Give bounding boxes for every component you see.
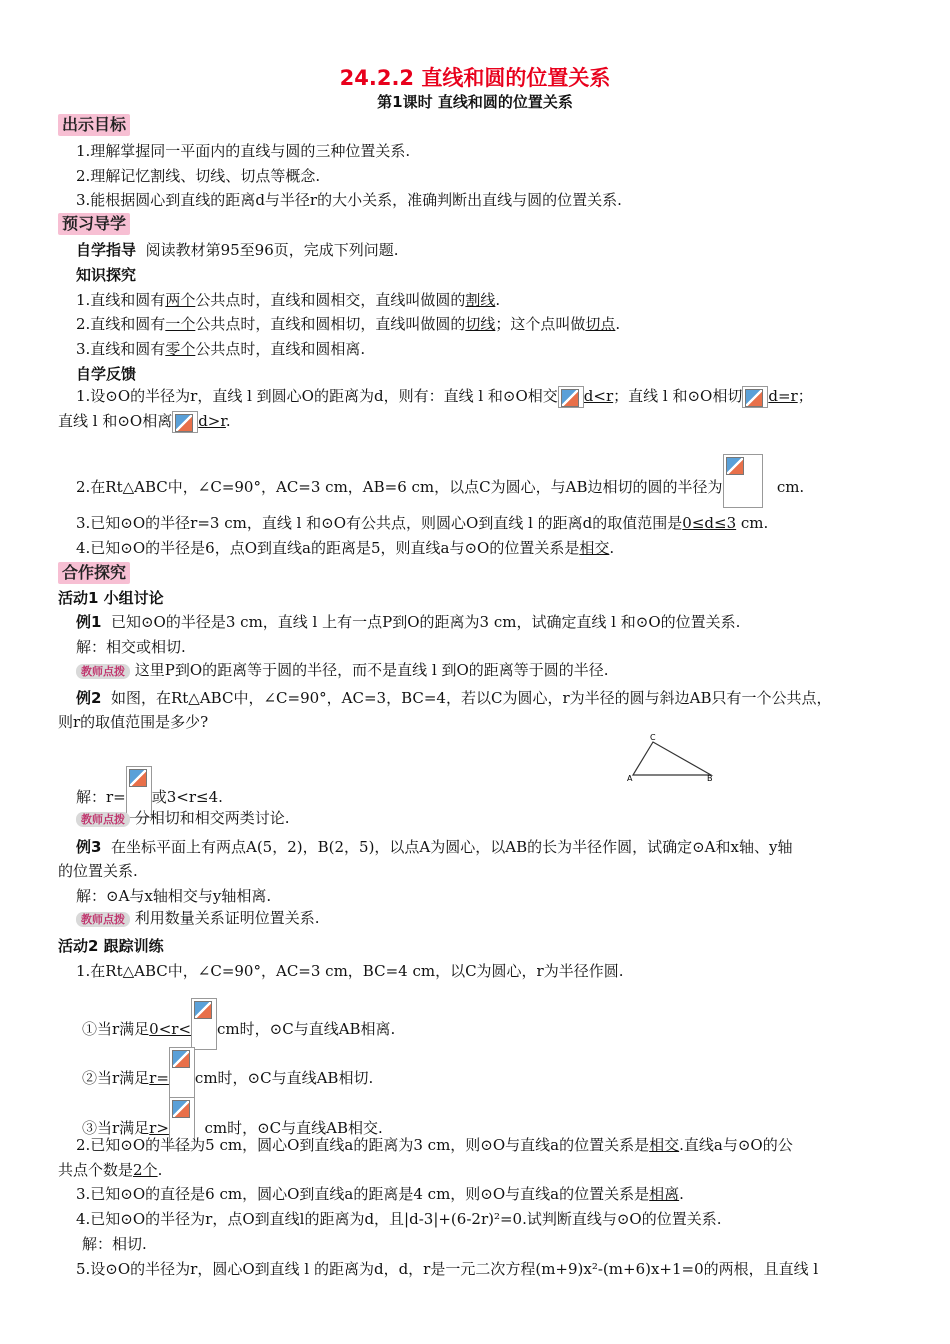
training-4-solution: 解：相切. [82,1235,147,1253]
page-title: 24.2.2 直线和圆的位置关系 [339,66,611,90]
activity-2: 活动2 跟踪训练 [58,937,164,955]
example-2: 例2 如图，在Rt△ABC中，∠C=90°，AC=3，BC=4，若以C为圆心，r为半径的圆与斜边AB只有一个公共点， [76,689,832,707]
training-5: 5.设⊙O的半径为r，圆心O到直线 l 的距离为d，d，r是一元二次方程(m+9)x²-(m+6)x+1=0的两根，且直线 l [76,1260,819,1278]
vertex-a-label: A [627,774,633,782]
training-2b: 共点个数是2个. [58,1161,163,1179]
example-3-solution: 解：⊙A与x轴相交与y轴相离. [76,887,272,905]
activity-1: 活动1 小组讨论 [58,589,164,607]
teacher-tip-badge: 教师点拨 [76,812,130,827]
guide-label: 自学指导 [76,241,137,259]
example-1: 例1 已知⊙O的半径是3 cm，直线 l 上有一点P到O的距离为3 cm，试确定直线 l 和⊙O的位置关系. [76,613,741,631]
vertex-c-label: C [650,733,656,742]
feedback-1b: 直线 l 和⊙O相离 d>r. [58,411,231,433]
goal-3: 3.能根据圆心到直线的距离d与半径r的大小关系，准确判断出直线与圆的位置关系. [76,191,622,209]
vertex-b-label: B [707,774,713,782]
page-subtitle: 第1课时 直线和圆的位置关系 [377,93,573,111]
feedback-4: 4.已知⊙O的半径是6，点O到直线a的距离是5，则直线a与⊙O的位置关系是相交. [76,539,615,557]
training-1: 1.在Rt△ABC中，∠C=90°，AC=3 cm，BC=4 cm，以C为圆心，r为半径作圆. [76,962,624,980]
triangle-figure [625,732,720,782]
training-2: 2.已知⊙O的半径为5 cm，圆心O到直线a的距离为3 cm，则⊙O与直线a的位置关系是相交.直线a与⊙O的公 [76,1136,793,1154]
section-preview: 预习导学 [58,213,130,235]
image-placeholder-icon [172,411,198,433]
knowledge-1: 1.直线和圆有两个公共点时，直线和圆相交，直线叫做圆的割线. [76,291,501,309]
tip-1: 教师点拨 这里P到O的距离等于圆的半径，而不是直线 l 到O的距离等于圆的半径. [76,660,609,680]
knowledge-2: 2.直线和圆有一个公共点时，直线和圆相切，直线叫做圆的切线；这个点叫做切点. [76,315,621,333]
example-3: 例3 在坐标平面上有两点A(5，2)，B(2，5)，以点A为圆心，以AB的长为半径作圆，试确定⊙A和x轴、y轴 [76,838,793,856]
example-1-solution: 解：相交或相切. [76,638,186,656]
guide-line [76,240,399,260]
training-3: 3.已知⊙O的直径是6 cm，圆心O到直线a的距离是4 cm，则⊙O与直线a的位置关系是相离. [76,1185,684,1203]
image-placeholder-icon [191,998,217,1050]
teacher-tip-badge: 教师点拨 [76,912,130,927]
feedback-label: 自学反馈 [76,365,137,383]
feedback-2: 2.在Rt△ABC中，∠C=90°，AC=3 cm，AB=6 cm，以点C为圆心，与AB边相切的圆的半径为 cm. [76,454,804,508]
training-1c: ③当r满足r> cm时，⊙C与直线AB相交. [82,1097,383,1149]
knowledge-3: 3.直线和圆有零个公共点时，直线和圆相离. [76,340,366,358]
goal-1: 1.理解掌握同一平面内的直线与圆的三种位置关系. [76,142,411,160]
section-coop: 合作探究 [58,562,130,584]
example-2-line2: 则r的取值范围是多少? [58,713,209,731]
tip-3: 教师点拨 利用数量关系证明位置关系. [76,908,320,928]
feedback-3: 3.已知⊙O的半径r=3 cm，直线 l 和⊙O有公共点，则圆心O到直线 l 的距离d的取值范围是0≤d≤3 cm. [76,514,769,532]
knowledge-label: 知识探究 [76,266,137,284]
example-2-solution: 解：r= 或3<r≤4. [76,766,223,818]
tip-2: 教师点拨 分相切和相交两类讨论. [76,808,290,828]
training-1b: ②当r满足r= cm时，⊙C与直线AB相切. [82,1047,373,1099]
image-placeholder-icon [742,386,768,408]
feedback-1: 1.设⊙O的半径为r，直线 l 到圆心O的距离为d，则有：直线 l 和⊙O相交 d<r；直线 l 和⊙O相切 d=r； [76,386,813,408]
goal-2: 2.理解记忆割线、切线、切点等概念. [76,167,321,185]
training-1a: ①当r满足0<r< cm时，⊙C与直线AB相离. [82,998,395,1050]
image-placeholder-icon [169,1047,195,1099]
image-placeholder-icon [723,454,763,508]
training-4: 4.已知⊙O的半径为r，点O到直线l的距离为d，且|d-3|+(6-2r)²=0.试判断直线与⊙O的位置关系. [76,1210,722,1228]
image-placeholder-icon [558,386,584,408]
example-3-line2: 的位置关系. [58,862,138,880]
guide-text: 阅读教材第95至96页，完成下列问题. [145,241,399,259]
teacher-tip-badge: 教师点拨 [76,664,130,679]
section-goals: 出示目标 [58,114,130,136]
